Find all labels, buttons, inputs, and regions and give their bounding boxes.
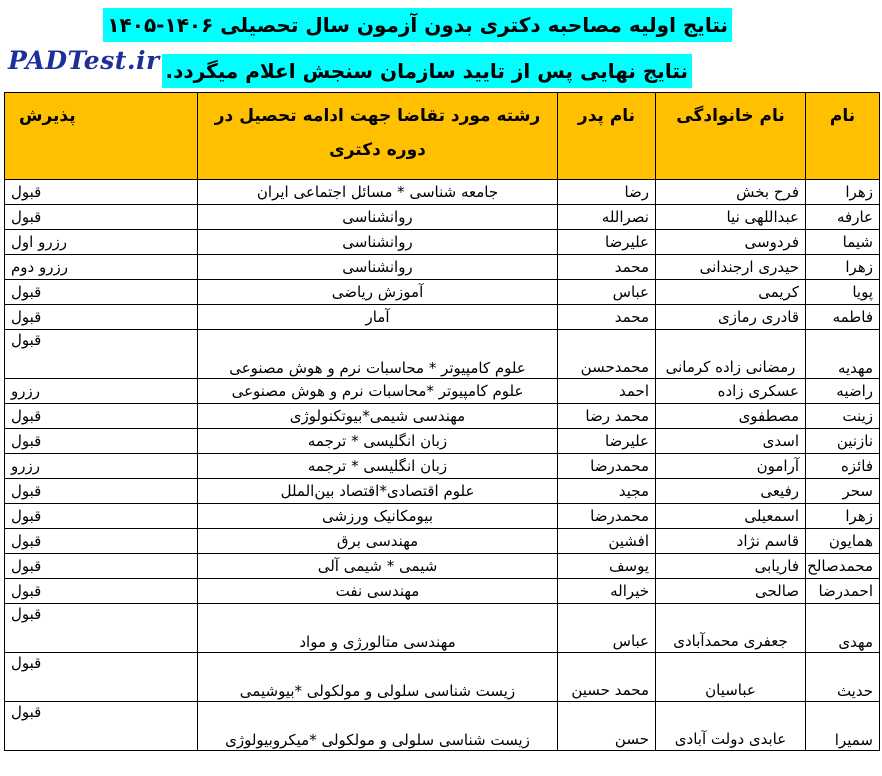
cell-family: عابدی دولت آبادی [656,702,806,751]
cell-field: زبان انگلیسی * ترجمه [198,454,558,479]
cell-father: محمد [558,305,656,330]
cell-field: مهندسی متالورژی و مواد [198,604,558,653]
cell-field: آمار [198,305,558,330]
cell-field: مهندسی شیمی*بیوتکنولوژی [198,404,558,429]
table-row [5,579,880,604]
cell-status: قبول [5,702,198,751]
cell-status: رزرو [5,379,198,404]
cell-family: کریمی [656,280,806,305]
cell-family: صالحی [656,579,806,604]
cell-status: رزرو دوم [5,255,198,280]
cell-father: علیرضا [558,429,656,454]
cell-name: زهرا [806,180,880,205]
cell-family: اسدی [656,429,806,454]
cell-father: محمدحسن [558,330,656,379]
cell-status: قبول [5,280,198,305]
cell-father: رضا [558,180,656,205]
cell-father: علیرضا [558,230,656,255]
cell-name: زهرا [806,504,880,529]
cell-status: قبول [5,554,198,579]
cell-family: فاریابی [656,554,806,579]
cell-name: راضیه [806,379,880,404]
cell-name: همایون [806,529,880,554]
cell-status: قبول [5,653,198,702]
cell-family: قادری رمازی [656,305,806,330]
cell-field: زیست شناسی سلولی و مولکولی *میکروبیولوژی [198,702,558,751]
col-header-field: رشته مورد تقاضا جهت ادامه تحصیل در دوره دکتری [198,93,558,180]
cell-name: مهدیه [806,330,880,379]
table-row [5,230,880,255]
cell-status: قبول [5,504,198,529]
cell-family: جعفری محمدآبادی [656,604,806,653]
table-row [5,529,880,554]
cell-status: قبول [5,479,198,504]
cell-field: آموزش ریاضی [198,280,558,305]
table-header-row [5,93,880,180]
cell-field: علوم کامپیوتر * محاسبات نرم و هوش مصنوعی [198,330,558,379]
cell-name: زینت [806,404,880,429]
col-header-status: پذیرش [5,93,198,180]
cell-father: حسن [558,702,656,751]
site-logo: PADTest.ir [8,46,160,75]
table-row [5,330,880,379]
cell-father: افشین [558,529,656,554]
cell-name: شیما [806,230,880,255]
cell-father: محمد رضا [558,404,656,429]
cell-father: احمد [558,379,656,404]
cell-father: عباس [558,604,656,653]
cell-status: رزرو اول [5,230,198,255]
cell-family: آرامون [656,454,806,479]
cell-father: عباس [558,280,656,305]
cell-field: شیمی * شیمی آلی [198,554,558,579]
cell-family: فرح بخش [656,180,806,205]
cell-family: عسکری زاده [656,379,806,404]
cell-status: قبول [5,529,198,554]
table-row [5,379,880,404]
cell-status: قبول [5,429,198,454]
cell-field: روانشناسی [198,255,558,280]
col-header-family: نام خانوادگی [656,93,806,180]
cell-family: حیدری ارجندانی [656,255,806,280]
cell-name: نازنین [806,429,880,454]
table-row [5,653,880,702]
cell-field: زبان انگلیسی * ترجمه [198,429,558,454]
table-row [5,280,880,305]
cell-status: قبول [5,205,198,230]
col-header-father: نام پدر [558,93,656,180]
cell-name: مهدی [806,604,880,653]
col-header-name: نام [806,93,880,180]
cell-status: قبول [5,305,198,330]
cell-father: محمد حسین [558,653,656,702]
cell-family: عباسیان [656,653,806,702]
cell-father: محمد [558,255,656,280]
cell-family: رمضانی زاده کرمانی [656,330,806,379]
results-table [4,92,880,751]
table-row [5,702,880,751]
table-row [5,180,880,205]
cell-father: مجید [558,479,656,504]
cell-status: قبول [5,404,198,429]
title-line-1: نتایج اولیه مصاحبه دکتری بدون آزمون سال تحصیلی ۱۴۰۶-۱۴۰۵ [103,8,732,42]
cell-name: محمدصالح [806,554,880,579]
table-row [5,454,880,479]
cell-family: قاسم نژاد [656,529,806,554]
cell-family: رفیعی [656,479,806,504]
cell-father: یوسف [558,554,656,579]
cell-name: فائزه [806,454,880,479]
cell-status: قبول [5,330,198,379]
cell-name: حدیث [806,653,880,702]
cell-field: جامعه شناسی * مسائل اجتماعی ایران [198,180,558,205]
cell-status: قبول [5,180,198,205]
table-row [5,429,880,454]
cell-name: سمیرا [806,702,880,751]
table-row [5,205,880,230]
cell-field: علوم کامپیوتر *محاسبات نرم و هوش مصنوعی [198,379,558,404]
cell-name: زهرا [806,255,880,280]
table-row [5,255,880,280]
cell-status: قبول [5,604,198,653]
table-body [5,180,880,751]
cell-name: عارفه [806,205,880,230]
cell-name: احمدرضا [806,579,880,604]
cell-father: محمدرضا [558,454,656,479]
cell-status: رزرو [5,454,198,479]
cell-name: فاطمه [806,305,880,330]
table-row [5,604,880,653]
table-row [5,305,880,330]
cell-name: سحر [806,479,880,504]
cell-field: مهندسی برق [198,529,558,554]
cell-status: قبول [5,579,198,604]
cell-family: فردوسی [656,230,806,255]
table-row [5,479,880,504]
table-row [5,404,880,429]
cell-family: عبداللهی نیا [656,205,806,230]
cell-name: پویا [806,280,880,305]
table-row [5,504,880,529]
title-line-2: نتایج نهایی پس از تایید سازمان سنجش اعلام میگردد. [162,54,692,88]
cell-field: بیومکانیک ورزشی [198,504,558,529]
cell-family: اسمعیلی [656,504,806,529]
cell-field: زیست شناسی سلولی و مولکولی *بیوشیمی [198,653,558,702]
table-row [5,554,880,579]
cell-field: مهندسی نفت [198,579,558,604]
cell-field: روانشناسی [198,205,558,230]
cell-family: مصطفوی [656,404,806,429]
cell-father: خیراله [558,579,656,604]
cell-father: نصرالله [558,205,656,230]
cell-father: محمدرضا [558,504,656,529]
cell-field: روانشناسی [198,230,558,255]
cell-field: علوم اقتصادی*اقتصاد بین‌الملل [198,479,558,504]
